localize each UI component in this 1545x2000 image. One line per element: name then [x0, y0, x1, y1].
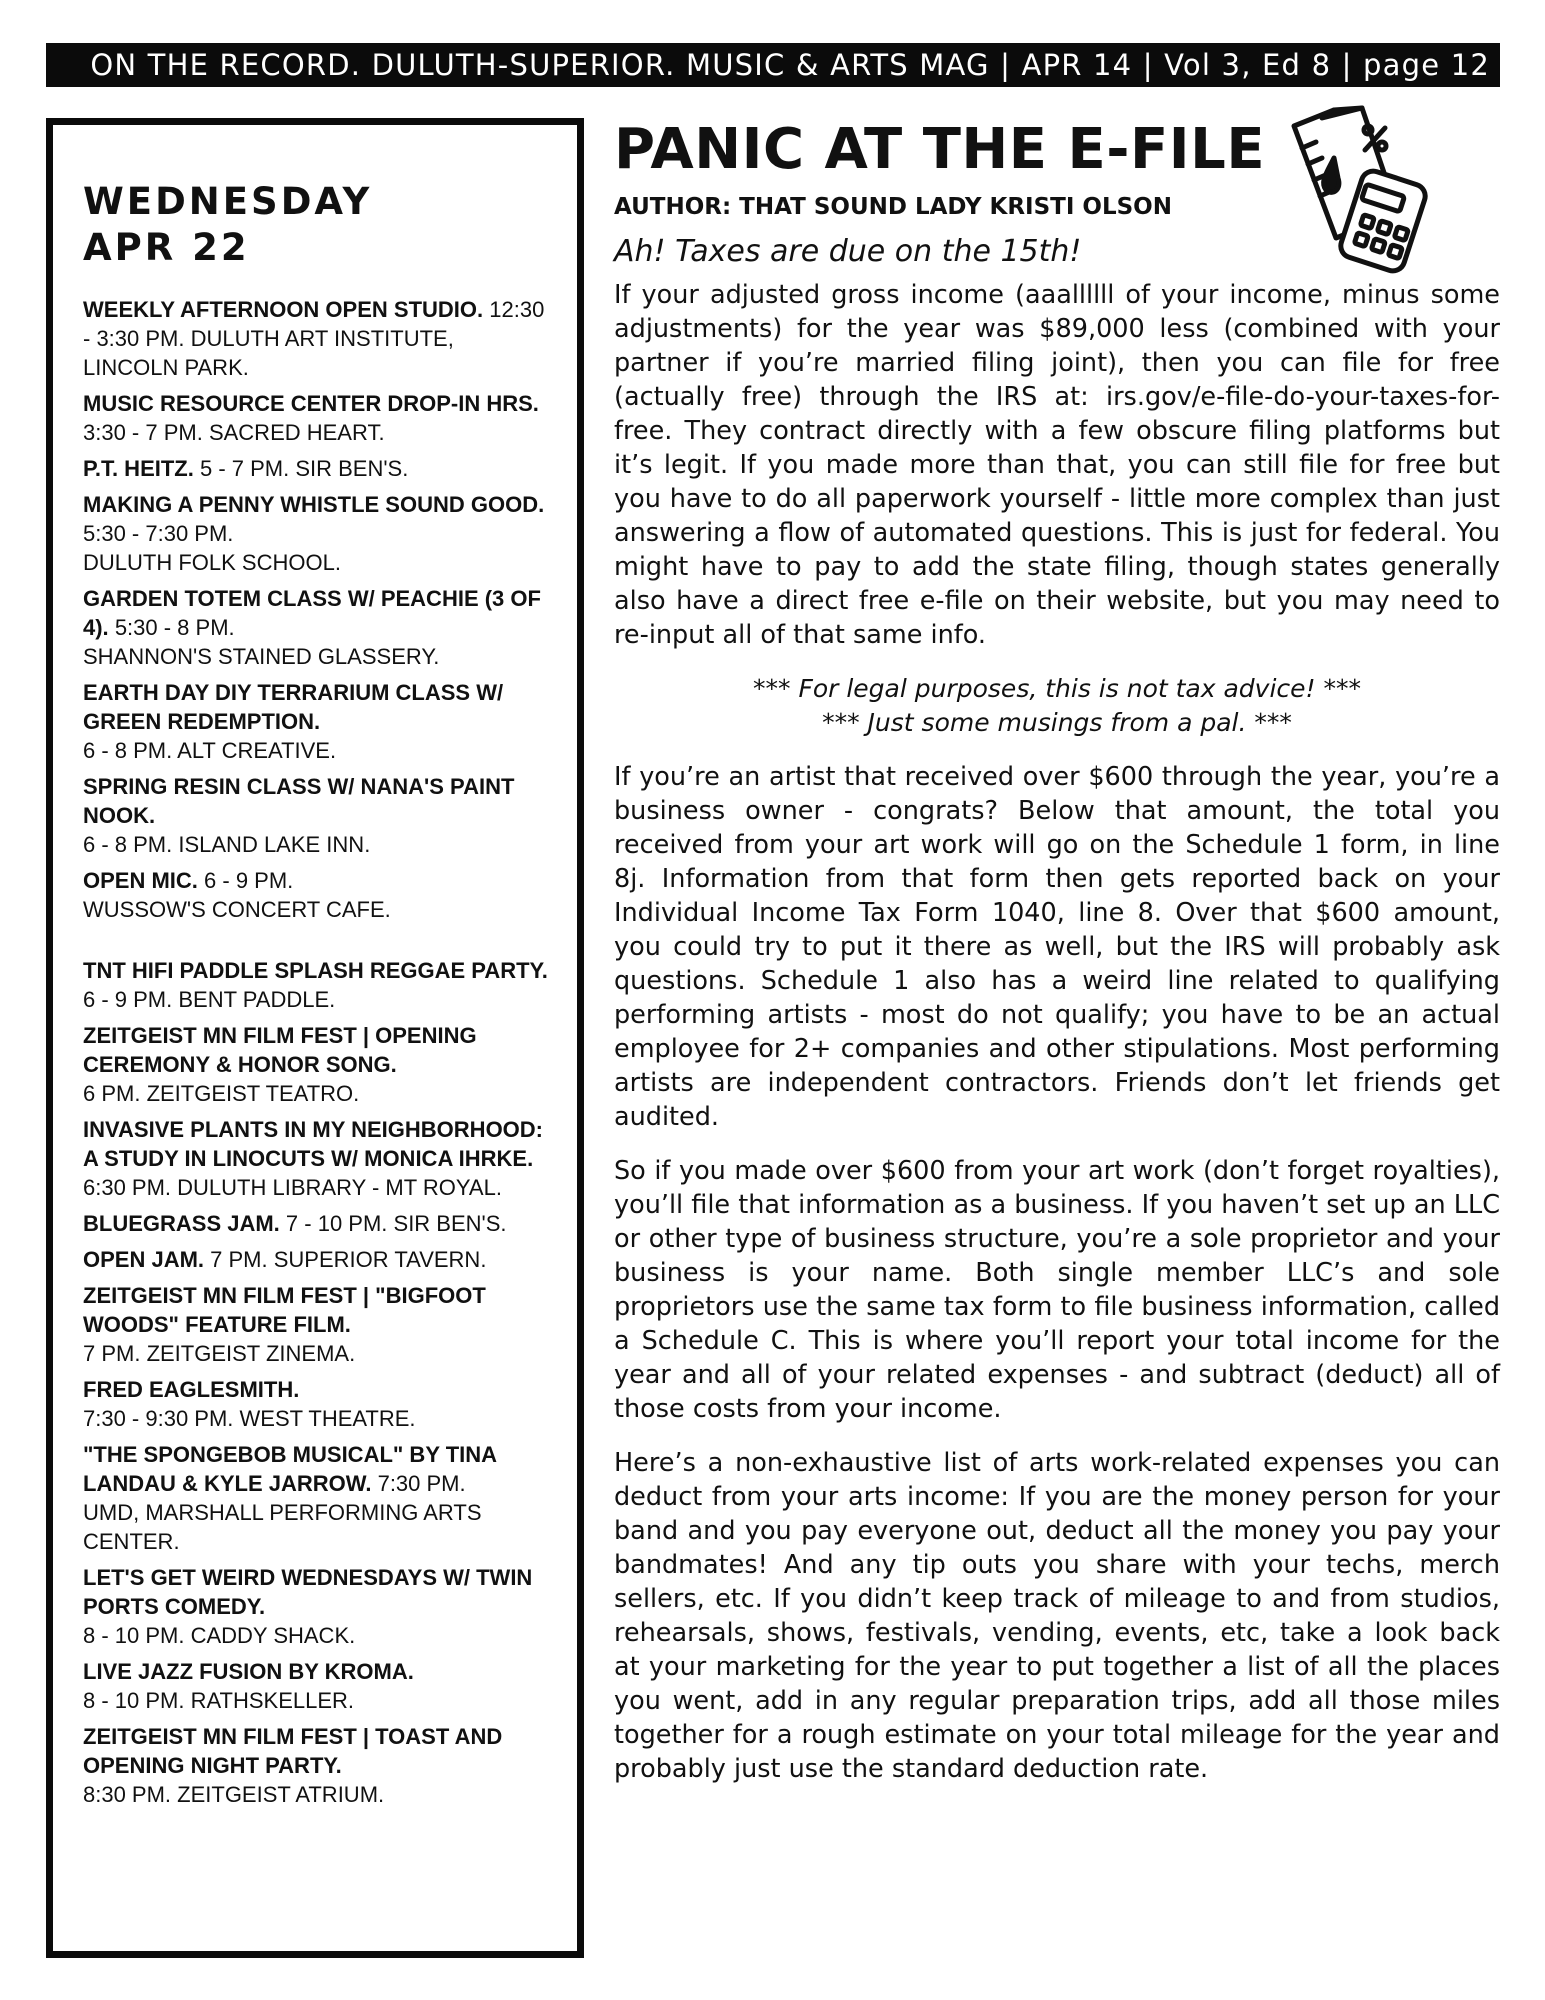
event-title: P.T. HEITZ. — [83, 456, 194, 481]
article-paragraph: Here’s a non-exhaustive list of arts work-related expenses you can deduct from your arts income: If you are the money person for your band and you pay everyone out, deduct all the money you pay your bandmates! And any tip outs you share with your techs, merch sellers, etc. If you didn’t keep track of mileage to and from studios, rehearsals, shows, festivals, vending, events, etc, take a look back at your marketing for the year to put together a list of all the places you went, add in any regular preparation trips, add all those miles together for a rough estimate on your total mileage for the year and probably just use the standard deduction rate. — [614, 1448, 1500, 1784]
event-item — [83, 1021, 553, 1108]
event-item — [83, 1440, 553, 1556]
event-details: 7:30 PM. — [377, 1471, 466, 1496]
article-paragraph: If your adjusted gross income (aaallllll of your income, minus some adjustments) for the year was $89,000 less (combined with your partner if you’re married filing joint), then you can file for free (actually free) through the IRS at: irs.gov/e-file-do-your-taxes-for-free. They contract directly with a few obscure filing platforms but it’s legit. If you made more than that, you can still file for free but you have to do all paperwork yourself - little more complex than just answering a flow of automated questions. This is just for federal. You might have to pay to add the state filing, though states generally also have a direct free e-file on their website, but you may need to re-input all of that same info. — [614, 280, 1500, 650]
event-title: INVASIVE PLANTS IN MY NEIGHBORHOOD: A STUDY IN LINOCUTS W/ MONICA IHRKE. — [83, 1117, 544, 1171]
event-item — [83, 389, 553, 447]
event-title: OPEN MIC. — [83, 868, 198, 893]
event-calendar — [46, 118, 584, 1958]
event-details: 6 - 9 PM. BENT PADDLE. — [83, 987, 336, 1012]
event-title: "THE SPONGEBOB MUSICAL" BY TINA LANDAU & KYLE JARROW. — [83, 1442, 497, 1496]
event-item — [83, 584, 553, 671]
article-kicker: Ah! Taxes are due on the 15th! — [614, 234, 1082, 269]
event-venue: 8 - 10 PM. RATHSKELLER. — [83, 1688, 355, 1713]
event-title: MUSIC RESOURCE CENTER DROP-IN HRS. — [83, 391, 539, 416]
event-item — [83, 1563, 553, 1650]
event-details: 5:30 - 8 PM. — [114, 615, 235, 640]
event-item — [83, 1209, 553, 1238]
disclaimer-line: *** Just some musings from a pal. *** — [822, 708, 1292, 737]
event-title: LIVE JAZZ FUSION BY KROMA. — [83, 1659, 414, 1684]
event-details: 3:30 - 7 PM. SACRED HEART. — [83, 420, 385, 445]
event-item — [83, 490, 553, 577]
calendar-date: APR 22 — [83, 226, 250, 269]
event-title: ZEITGEIST MN FILM FEST | TOAST AND OPENING NIGHT PARTY. — [83, 1724, 503, 1778]
event-details: 12:30 - 3:30 PM. DULUTH ART INSTITUTE, LINCOLN PARK. — [83, 297, 545, 380]
event-venue: SHANNON'S STAINED GLASSERY. — [83, 644, 440, 669]
calendar-date-heading — [83, 179, 553, 271]
event-details: 5:30 - 7:30 PM. — [83, 521, 234, 546]
event-item — [83, 1115, 553, 1202]
event-venue: 6 PM. ZEITGEIST TEATRO. — [83, 1081, 360, 1106]
event-venue: 7 PM. ZEITGEIST ZINEMA. — [83, 1341, 356, 1366]
event-title: WEEKLY AFTERNOON OPEN STUDIO. — [83, 297, 484, 322]
event-venue: 6:30 PM. DULUTH LIBRARY - MT ROYAL. — [83, 1175, 502, 1200]
article-headline: PANIC AT THE E-FILE — [614, 117, 1266, 182]
event-title: OPEN JAM. — [83, 1247, 205, 1272]
event-title: EARTH DAY DIY TERRARIUM CLASS W/ GREEN REDEMPTION. — [83, 680, 504, 734]
event-item — [83, 1657, 553, 1715]
masthead-text: ON THE RECORD. DULUTH-SUPERIOR. MUSIC & ARTS MAG | APR 14 | Vol 3, Ed 8 | page 12 — [90, 48, 1490, 82]
event-item — [83, 1375, 553, 1433]
event-venue: 6 - 8 PM. ISLAND LAKE INN. — [83, 832, 371, 857]
event-title: ZEITGEIST MN FILM FEST | OPENING CEREMONY & HONOR SONG. — [83, 1023, 477, 1077]
event-venue: WUSSOW'S CONCERT CAFE. — [83, 897, 391, 922]
event-title: MAKING A PENNY WHISTLE SOUND GOOD. — [83, 492, 545, 517]
event-item — [83, 295, 553, 382]
event-item — [83, 956, 553, 1014]
masthead-bar — [46, 43, 1500, 87]
event-title: SPRING RESIN CLASS W/ NANA'S PAINT NOOK. — [83, 774, 515, 828]
event-venue: UMD, MARSHALL PERFORMING ARTS CENTER. — [83, 1500, 482, 1554]
article-byline: AUTHOR: THAT SOUND LADY KRISTI OLSON — [614, 194, 1172, 220]
calendar-day: WEDNESDAY — [83, 180, 373, 223]
event-details: 6 - 9 PM. — [204, 868, 294, 893]
legal-disclaimer — [614, 672, 1500, 740]
event-details: 7 PM. SUPERIOR TAVERN. — [210, 1247, 487, 1272]
event-venue: 8:30 PM. ZEITGEIST ATRIUM. — [83, 1782, 385, 1807]
event-details: 7 - 10 PM. SIR BEN'S. — [285, 1211, 507, 1236]
event-item — [83, 678, 553, 765]
event-title: GARDEN TOTEM CLASS W/ PEACHIE (3 OF 4). — [83, 586, 541, 640]
event-venue: 8 - 10 PM. CADDY SHACK. — [83, 1623, 356, 1648]
tax-article — [614, 118, 1500, 1806]
event-item — [83, 866, 553, 924]
event-item — [83, 454, 553, 483]
article-paragraph: If you’re an artist that received over $600 through the year, you’re a business owner - congrats? Below that amount, the total you received from your art work will go on the Schedule 1 form, in line 8j. Information from that form then gets reported back on your Individual Income Tax Form 1040, line 8. Over that $600 amount, you could try to put it there as well, but the IRS will probably ask questions. Schedule 1 also has a weird line related to qualifying performing artists - most do not qualify; you have to be an actual employee for 2+ companies and other stipulations. Most performing artists are independent contractors. Friends don’t let friends get audited. — [614, 762, 1500, 1132]
event-title: BLUEGRASS JAM. — [83, 1211, 280, 1236]
event-item — [83, 1281, 553, 1368]
event-item — [83, 1245, 553, 1274]
article-paragraph: So if you made over $600 from your art work (don’t forget royalties), you’ll file that information as a business. If you haven’t set up an LLC or other type of business structure, you’re a sole proprietor and your business is your name. Both single member LLC’s and sole proprietors use the same tax form to file business information, called a Schedule C. This is where you’ll report your total income for the year and all of your related expenses - and subtract (deduct) all of those costs from your income. — [614, 1156, 1500, 1424]
event-title: TNT HIFI PADDLE SPLASH REGGAE PARTY. — [83, 958, 548, 983]
event-title: ZEITGEIST MN FILM FEST | "BIGFOOT WOODS" FEATURE FILM. — [83, 1283, 486, 1337]
event-details: 5 - 7 PM. SIR BEN'S. — [199, 456, 409, 481]
event-venue: 7:30 - 9:30 PM. WEST THEATRE. — [83, 1406, 416, 1431]
event-item — [83, 772, 553, 859]
event-title: FRED EAGLESMITH. — [83, 1377, 300, 1402]
event-venue: DULUTH FOLK SCHOOL. — [83, 550, 341, 575]
event-item — [83, 1722, 553, 1809]
disclaimer-line: *** For legal purposes, this is not tax advice! *** — [753, 674, 1361, 703]
event-venue: 6 - 8 PM. ALT CREATIVE. — [83, 738, 337, 763]
event-title: LET'S GET WEIRD WEDNESDAYS W/ TWIN PORTS COMEDY. — [83, 1565, 533, 1619]
